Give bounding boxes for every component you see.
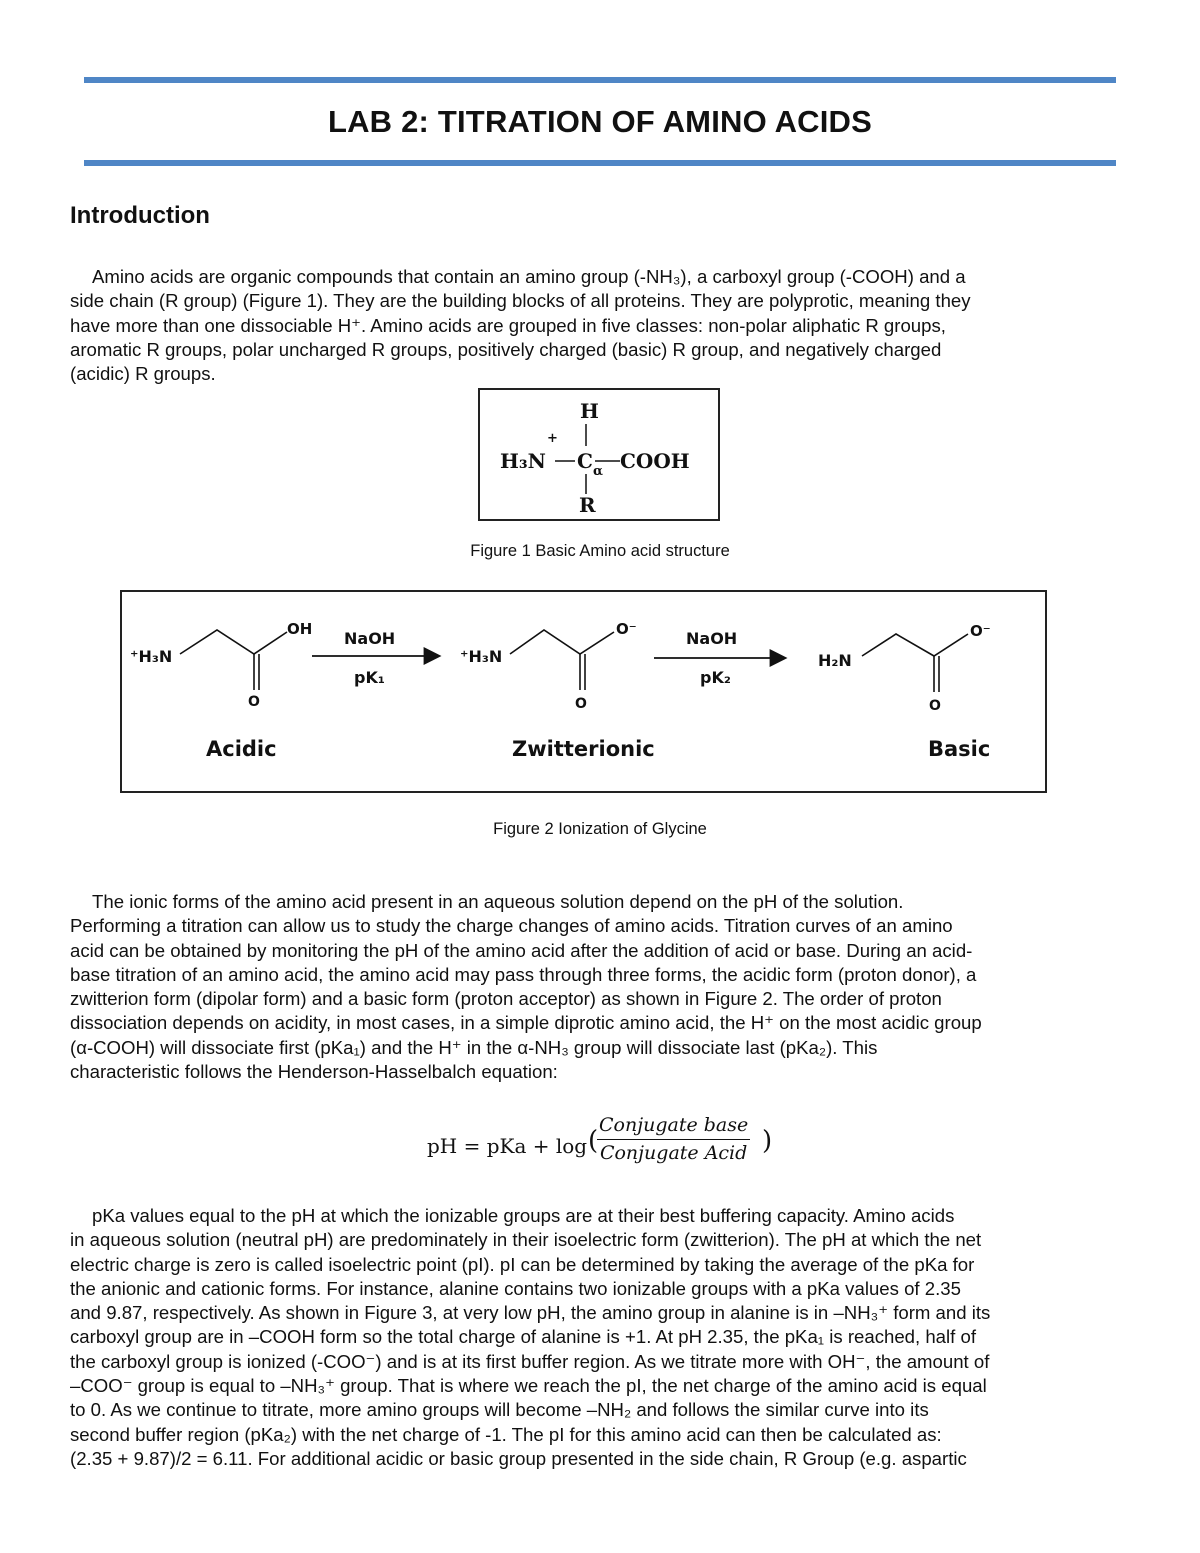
henderson-hasselbalch-equation bbox=[0, 1112, 1200, 1174]
equation-fraction bbox=[597, 1114, 750, 1164]
bottom-rule bbox=[84, 160, 1116, 166]
paragraph-2-line: Performing a titration can allow us to study the charge changes of amino acids. Titration curves of an amino bbox=[70, 915, 953, 937]
page-title: LAB 2: TITRATION OF AMINO ACIDS bbox=[327, 104, 873, 139]
form-label-zwitterionic: Zwitterionic bbox=[512, 737, 655, 761]
basic-o-label: O bbox=[929, 698, 941, 714]
basic-ominus-label: O⁻ bbox=[970, 622, 991, 640]
paragraph-3-line: carboxyl group are in –COOH form so the total charge of alanine is +1. At pH 2.35, the pKa₁ is reached, half of bbox=[70, 1326, 976, 1348]
equation-lhs: pH = pKa + log bbox=[427, 1134, 588, 1158]
paragraph-1-line: have more than one dissociable H⁺. Amino acids are grouped in five classes: non-polar aliphatic R groups, bbox=[70, 314, 946, 336]
paragraph-1-line: (acidic) R groups. bbox=[70, 363, 216, 385]
arrow2-pk: pK₂ bbox=[700, 668, 731, 687]
top-rule bbox=[84, 77, 1116, 83]
basic-amine-label: H₂N bbox=[818, 651, 852, 670]
figure-1-caption: Figure 1 Basic Amino acid structure bbox=[470, 542, 730, 560]
equation-denominator: Conjugate Acid bbox=[599, 1142, 748, 1164]
paragraph-2-line: base titration of an amino acid, the amino acid may pass through three forms, the acidic form (proton donor), a bbox=[70, 963, 977, 985]
paragraph-2-line: zwitterion form (dipolar form) and a basic form (proton acceptor) as shown in Figure 2. The order of proton bbox=[70, 988, 942, 1010]
paragraph-2-line: acid can be obtained by monitoring the pH of the amino acid after the addition of acid or base. During an acid- bbox=[70, 939, 973, 961]
form-label-acidic: Acidic bbox=[206, 737, 277, 761]
fig1-cooh: COOH bbox=[620, 449, 690, 473]
paragraph-1-line: Amino acids are organic compounds that contain an amino group (-NH₃), a carboxyl group (-COOH) and a bbox=[92, 266, 966, 287]
paragraph-3-line: (2.35 + 9.87)/2 = 6.11. For additional acidic or basic group presented in the side chain, R Group (e.g. aspartic bbox=[70, 1447, 967, 1469]
arrow2-reagent: NaOH bbox=[686, 629, 738, 648]
zwitterion-o-label: O bbox=[575, 696, 587, 712]
paragraph-3 bbox=[70, 1204, 1134, 1471]
paragraph-3-line: the anionic and cationic forms. For instance, alanine contains two ionizable groups with a pKa values of 2.35 bbox=[70, 1277, 961, 1299]
paragraph-2 bbox=[70, 890, 1134, 1084]
equation-numerator: Conjugate base bbox=[597, 1114, 750, 1140]
paragraph-3-line: to 0. As we continue to titrate, more amino groups will become –NH₂ and follows the similar curve into its bbox=[70, 1399, 929, 1421]
acidic-o-label: O bbox=[248, 694, 260, 710]
paragraph-1-line: aromatic R groups, polar uncharged R groups, positively charged (basic) R group, and negatively charged bbox=[70, 338, 942, 360]
zwitterion-amine-label: ⁺H₃N bbox=[460, 647, 503, 666]
paragraph-1 bbox=[70, 265, 1134, 386]
paragraph-3-line: electric charge is zero is called isoelectric point (pI). pI can be determined by taking the average of the pKa for bbox=[70, 1253, 975, 1275]
glycine-ionization-diagram bbox=[122, 592, 1045, 791]
zwitterion-ominus-label: O⁻ bbox=[616, 620, 637, 638]
paragraph-3-line: –COO⁻ group is equal to –NH₃⁺ group. That is where we reach the pI, the net charge of the amino acid is equal bbox=[70, 1375, 987, 1397]
fig1-alpha: α bbox=[593, 464, 604, 479]
paragraph-2-line: dissociation depends on acidity, in most cases, in a simple diprotic amino acid, the H⁺ on the most acidic group bbox=[70, 1012, 982, 1034]
arrow1-pk: pK₁ bbox=[354, 668, 385, 687]
paragraph-3-line: the carboxyl group is ionized (-COO⁻) and is at its first buffer region. As we titrate more with OH⁻, the amount of bbox=[70, 1350, 990, 1372]
figure-2-caption: Figure 2 Ionization of Glycine bbox=[493, 820, 707, 838]
paragraph-2-line: characteristic follows the Henderson-Hasselbalch equation: bbox=[70, 1061, 558, 1083]
equation-close-paren: ) bbox=[762, 1126, 773, 1156]
paragraph-3-line: in aqueous solution (neutral pH) are predominately in their isoelectric form (zwitterion). The pH at which the net bbox=[70, 1229, 982, 1251]
acidic-oh-label: OH bbox=[287, 620, 313, 638]
form-label-basic: Basic bbox=[928, 737, 991, 761]
figure-1-box bbox=[478, 388, 720, 521]
fig1-h-top: H bbox=[580, 399, 599, 423]
amino-acid-structure bbox=[480, 390, 718, 519]
arrow1-reagent: NaOH bbox=[344, 629, 396, 648]
paragraph-2-line: (α-COOH) will dissociate first (pKa₁) and the H⁺ in the α-NH₃ group will dissociate last (pKa₂). This bbox=[70, 1036, 878, 1058]
section-heading: Introduction bbox=[70, 202, 210, 229]
fig1-plus: + bbox=[547, 431, 558, 446]
paragraph-1-line: side chain (R group) (Figure 1). They are the building blocks of all proteins. They are polyprotic, meaning they bbox=[70, 290, 971, 312]
fig1-h3n: H₃N bbox=[500, 449, 546, 473]
paragraph-3-line: second buffer region (pKa₂) with the net charge of -1. The pI for this amino acid can then be calculated as: bbox=[70, 1423, 942, 1445]
figure-2-box bbox=[120, 590, 1047, 793]
paragraph-3-line: and 9.87, respectively. As shown in Figure 3, at very low pH, the amino group in alanine is in –NH₃⁺ form and its bbox=[70, 1302, 991, 1324]
fig1-r: R bbox=[579, 493, 596, 517]
paragraph-2-line: The ionic forms of the amino acid present in an aqueous solution depend on the pH of the solution. bbox=[92, 891, 904, 912]
acidic-amine-label: ⁺H₃N bbox=[130, 647, 173, 666]
fig1-c: C bbox=[577, 449, 593, 473]
equation-open-paren: ( bbox=[588, 1126, 599, 1156]
paragraph-3-line: pKa values equal to the pH at which the ionizable groups are at their best buffering capacity. Amino acids bbox=[92, 1205, 955, 1226]
